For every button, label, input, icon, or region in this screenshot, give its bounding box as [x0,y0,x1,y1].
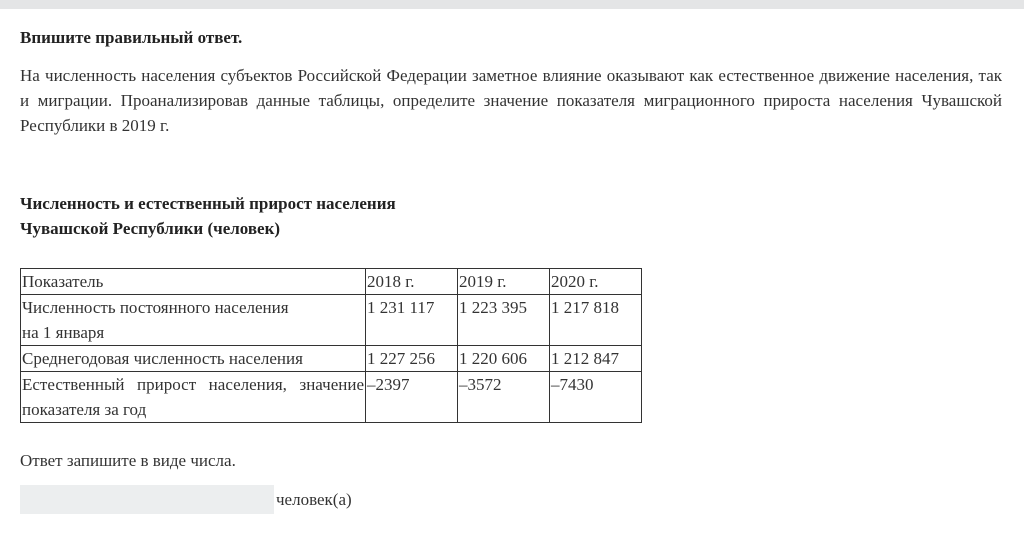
table-header-cell: Показатель [21,269,366,295]
table-cell: 1 231 117 [366,295,458,346]
population-table [20,268,642,423]
row-label: Естественный прирост населения, значение показателя за год [21,372,366,423]
row-label [21,295,366,346]
table-row [21,346,642,372]
row-label-line: Численность постоянного населения [22,298,289,317]
table-header-cell: 2018 г. [366,269,458,295]
table-title-line2: Чувашской Республики (человек) [20,219,281,238]
table-title-line1: Численность и естественный прирост населения [20,194,396,213]
row-label: Среднегодовая численность населения [21,346,366,372]
table-cell: –2397 [366,372,458,423]
task-content [20,27,1002,514]
table-header-cell: 2020 г. [550,269,642,295]
table-cell: 1 223 395 [458,295,550,346]
table-header-cell: 2019 г. [458,269,550,295]
table-cell: 1 212 847 [550,346,642,372]
table-cell: –7430 [550,372,642,423]
answer-row [20,485,1002,514]
answer-hint: Ответ запишите в виде числа. [20,451,236,470]
table-cell: –3572 [458,372,550,423]
row-label-line: на 1 января [22,323,105,342]
table-title [20,191,1002,241]
table-cell: 1 220 606 [458,346,550,372]
table-cell: 1 217 818 [550,295,642,346]
task-instruction: Впишите правильный ответ. [20,28,243,47]
task-question: На численность населения субъектов Российской Федерации заметное влияние оказывают как естественное движение населения, так и миграции. Проанализировав данные таблицы, определите значение показателя миграционного прироста населения Чувашской Республики в 2019 г. [20,66,1002,135]
answer-unit: человек(а) [276,489,352,509]
table-cell: 1 227 256 [366,346,458,372]
top-bar [0,0,1024,9]
table-row [21,295,642,346]
answer-input[interactable] [20,485,274,514]
table-header-row [21,269,642,295]
table-row [21,372,642,423]
